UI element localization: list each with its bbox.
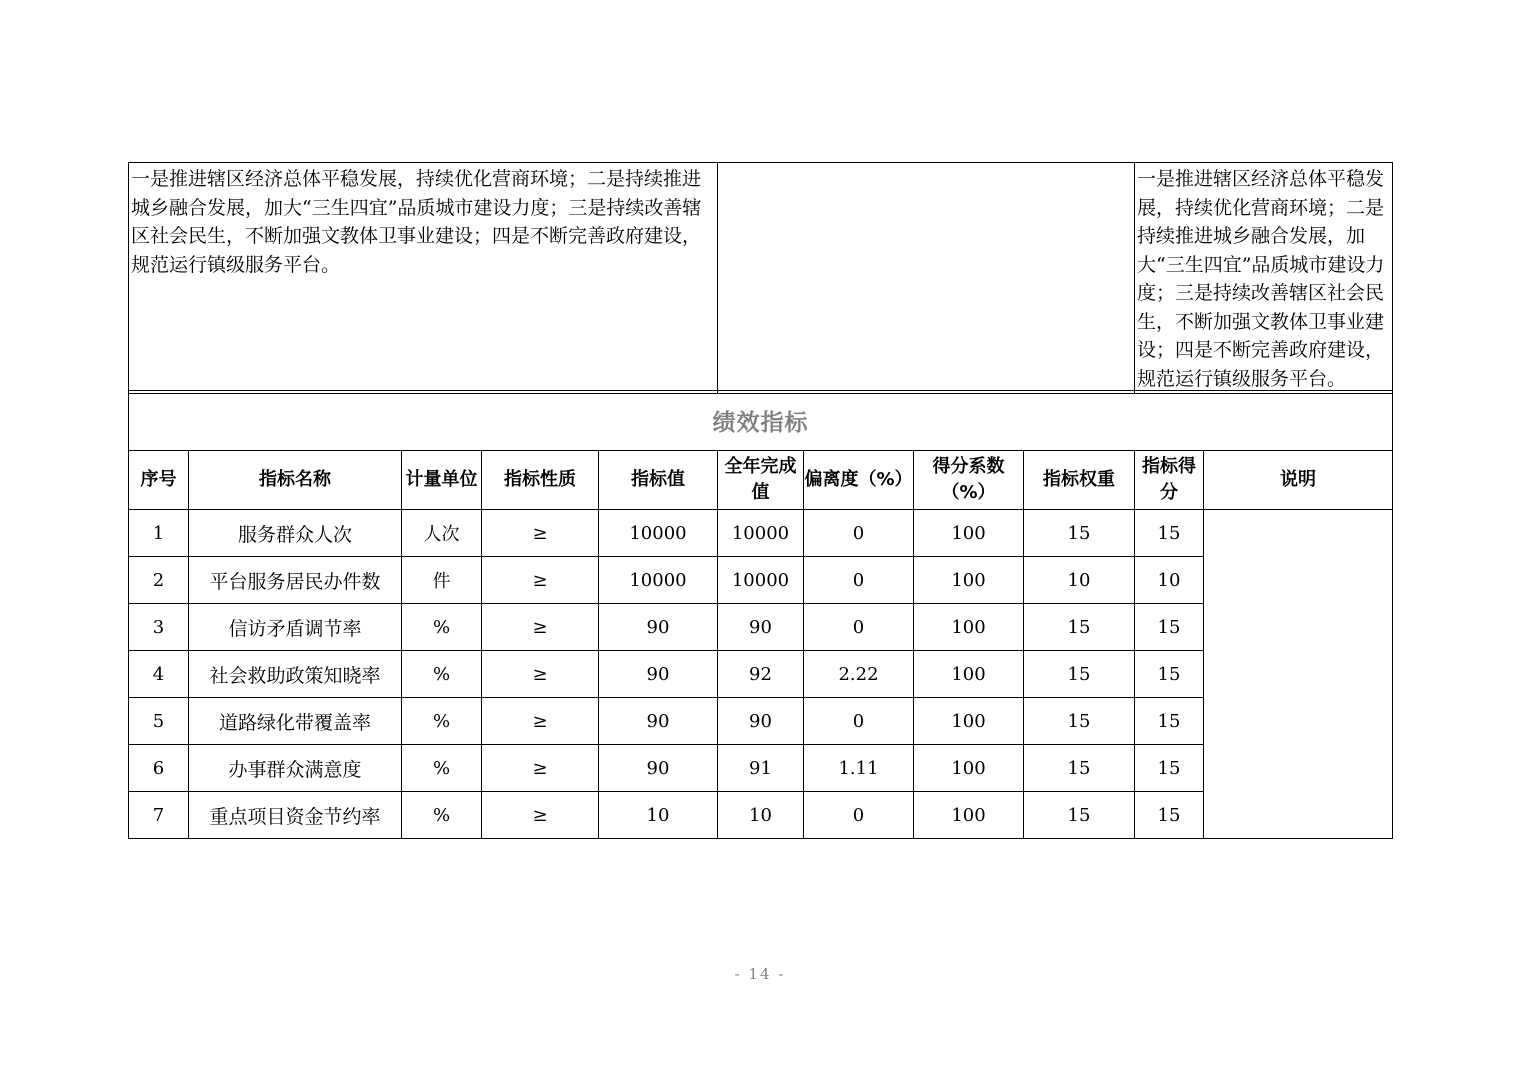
table-row (129, 510, 1393, 557)
cell-actual: 10 (718, 792, 804, 839)
cell-target: 10000 (599, 510, 718, 557)
cell-no: 6 (129, 745, 189, 792)
header-no: 序号 (129, 451, 189, 510)
cell-actual: 92 (718, 651, 804, 698)
cell-score: 15 (1135, 745, 1204, 792)
performance-indicators-table (128, 390, 1393, 839)
goals-left-cell: 一是推进辖区经济总体平稳发展，持续优化营商环境；二是持续推进城乡融合发展，加大“三生四宜”品质城市建设力度；三是持续改善辖区社会民生，不断加强文教体卫事业建设；四是不断完善政府建设，规范运行镇级服务平台。 (129, 163, 718, 394)
cell-score: 15 (1135, 604, 1204, 651)
cell-deviation: 0 (804, 604, 914, 651)
cell-target: 90 (599, 698, 718, 745)
cell-deviation: 1.11 (804, 745, 914, 792)
cell-name: 办事群众满意度 (189, 745, 402, 792)
cell-nature: ≥ (482, 510, 599, 557)
cell-coef: 100 (914, 604, 1024, 651)
cell-coef: 100 (914, 792, 1024, 839)
cell-weight: 10 (1024, 557, 1135, 604)
cell-name: 平台服务居民办件数 (189, 557, 402, 604)
cell-actual: 90 (718, 604, 804, 651)
cell-actual: 10000 (718, 510, 804, 557)
cell-coef: 100 (914, 698, 1024, 745)
header-row (129, 451, 1393, 510)
cell-no: 1 (129, 510, 189, 557)
cell-weight: 15 (1024, 651, 1135, 698)
cell-unit: 人次 (402, 510, 482, 557)
table-row (129, 698, 1393, 745)
cell-nature: ≥ (482, 604, 599, 651)
cell-weight: 15 (1024, 792, 1135, 839)
header-weight: 指标权重 (1024, 451, 1135, 510)
header-coef: 得分系数（%） (914, 451, 1024, 510)
header-nature: 指标性质 (482, 451, 599, 510)
cell-nature: ≥ (482, 792, 599, 839)
cell-deviation: 0 (804, 792, 914, 839)
cell-no: 2 (129, 557, 189, 604)
cell-nature: ≥ (482, 651, 599, 698)
cell-weight: 15 (1024, 745, 1135, 792)
cell-name: 信访矛盾调节率 (189, 604, 402, 651)
goals-right-cell: 一是推进辖区经济总体平稳发展，持续优化营商环境；二是持续推进城乡融合发展，加大“三生四宜”品质城市建设力度；三是持续改善辖区社会民生，不断加强文教体卫事业建设；四是不断完善政府建设，规范运行镇级服务平台。 (1135, 163, 1393, 394)
cell-unit: % (402, 792, 482, 839)
cell-note (1204, 510, 1393, 839)
section-title-row (129, 391, 1393, 451)
cell-score: 15 (1135, 510, 1204, 557)
header-deviation: 偏离度（%） (804, 451, 914, 510)
cell-target: 90 (599, 604, 718, 651)
header-score: 指标得分 (1135, 451, 1204, 510)
cell-actual: 91 (718, 745, 804, 792)
cell-score: 15 (1135, 792, 1204, 839)
cell-actual: 90 (718, 698, 804, 745)
cell-coef: 100 (914, 651, 1024, 698)
cell-no: 7 (129, 792, 189, 839)
header-name: 指标名称 (189, 451, 402, 510)
table-row (129, 557, 1393, 604)
cell-unit: % (402, 745, 482, 792)
cell-deviation: 2.22 (804, 651, 914, 698)
cell-weight: 15 (1024, 698, 1135, 745)
goals-middle-cell (718, 163, 1135, 394)
page-number: - 14 - (734, 965, 786, 983)
cell-no: 4 (129, 651, 189, 698)
cell-coef: 100 (914, 745, 1024, 792)
section-title: 绩效指标 (129, 391, 1393, 451)
cell-coef: 100 (914, 557, 1024, 604)
goals-table (128, 162, 1393, 394)
table-row (129, 651, 1393, 698)
cell-target: 10000 (599, 557, 718, 604)
cell-coef: 100 (914, 510, 1024, 557)
cell-score: 15 (1135, 651, 1204, 698)
cell-deviation: 0 (804, 698, 914, 745)
table-row (129, 792, 1393, 839)
cell-target: 90 (599, 651, 718, 698)
cell-unit: % (402, 604, 482, 651)
cell-score: 10 (1135, 557, 1204, 604)
table-row (129, 604, 1393, 651)
header-unit: 计量单位 (402, 451, 482, 510)
cell-deviation: 0 (804, 510, 914, 557)
header-target: 指标值 (599, 451, 718, 510)
cell-nature: ≥ (482, 698, 599, 745)
cell-score: 15 (1135, 698, 1204, 745)
cell-weight: 15 (1024, 604, 1135, 651)
cell-unit: % (402, 698, 482, 745)
table-row (129, 745, 1393, 792)
cell-name: 社会救助政策知晓率 (189, 651, 402, 698)
cell-name: 重点项目资金节约率 (189, 792, 402, 839)
cell-target: 10 (599, 792, 718, 839)
header-actual: 全年完成值 (718, 451, 804, 510)
cell-nature: ≥ (482, 557, 599, 604)
goals-row (129, 163, 1393, 394)
cell-nature: ≥ (482, 745, 599, 792)
cell-name: 道路绿化带覆盖率 (189, 698, 402, 745)
cell-deviation: 0 (804, 557, 914, 604)
cell-no: 5 (129, 698, 189, 745)
cell-no: 3 (129, 604, 189, 651)
cell-name: 服务群众人次 (189, 510, 402, 557)
cell-target: 90 (599, 745, 718, 792)
cell-actual: 10000 (718, 557, 804, 604)
cell-weight: 15 (1024, 510, 1135, 557)
cell-unit: 件 (402, 557, 482, 604)
header-note: 说明 (1204, 451, 1393, 510)
cell-unit: % (402, 651, 482, 698)
